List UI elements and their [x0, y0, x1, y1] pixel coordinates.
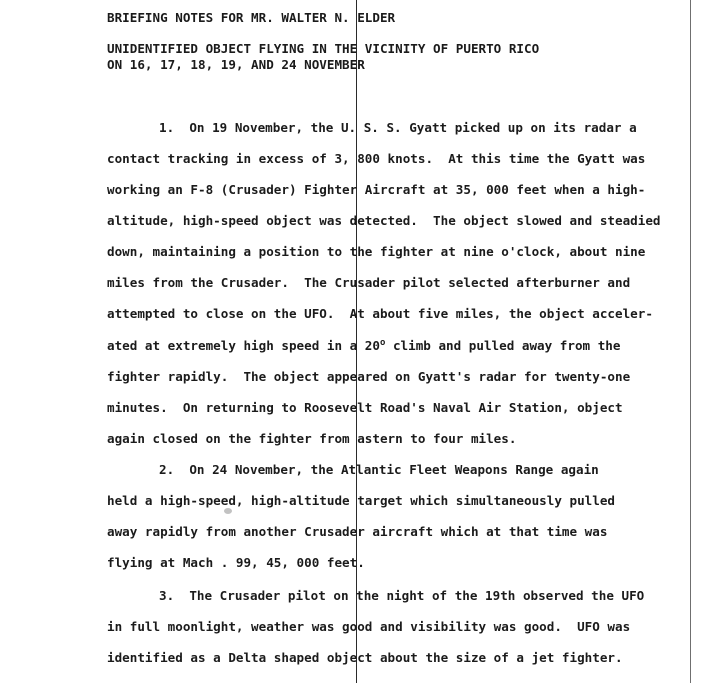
paragraph-2-line-4: flying at Mach . 99, 45, 000 feet.	[107, 555, 365, 570]
paragraph-2-line-3: away rapidly from another Crusader aircraft which at that time was	[107, 524, 608, 539]
paragraph-1-line-4: altitude, high-speed object was detected. The object slowed and steadied	[107, 213, 661, 228]
page-edge	[690, 0, 691, 683]
paragraph-1-line-3: working an F-8 (Crusader) Fighter Aircraft at 35, 000 feet when a high-	[107, 182, 646, 197]
degree-superscript: o	[379, 338, 386, 348]
paragraph-2-line-2: held a high-speed, high-altitude target which simultaneously pulled	[107, 493, 615, 508]
paragraph-3-line-1: 3. The Crusader pilot on the night of the 19th observed the UFO	[159, 588, 645, 603]
memo-subject-line-1: UNIDENTIFIED OBJECT FLYING IN THE VICINITY OF PUERTO RICO	[107, 41, 540, 56]
paragraph-3-line-2: in full moonlight, weather was good and visibility was good. UFO was	[107, 619, 631, 634]
paragraph-1-line-8	[107, 338, 620, 356]
paragraph-1-line-9: fighter rapidly. The object appeared on Gyatt's radar for twenty-one	[107, 369, 631, 384]
line-8-text: ated at extremely high speed in a 20	[107, 338, 380, 353]
line-8-tail: climb and pulled away from the	[385, 338, 621, 353]
paragraph-1-line-11: again closed on the fighter from astern to four miles.	[107, 431, 517, 446]
paragraph-1-line-6: miles from the Crusader. The Crusader pilot selected afterburner and	[107, 275, 631, 290]
paragraph-1-line-2: contact tracking in excess of 3, 800 knots. At this time the Gyatt was	[107, 151, 646, 166]
paragraph-1-line-1: 1. On 19 November, the U. S. S. Gyatt picked up on its radar a	[159, 120, 637, 135]
paragraph-1-line-10: minutes. On returning to Roosevelt Road's Naval Air Station, object	[107, 400, 623, 415]
paragraph-3-line-3: identified as a Delta shaped object about the size of a jet fighter.	[107, 650, 623, 665]
paragraph-2-line-1: 2. On 24 November, the Atlantic Fleet Weapons Range again	[159, 462, 599, 477]
paragraph-1-line-7: attempted to close on the UFO. At about five miles, the object acceler-	[107, 306, 653, 321]
memo-subject-line-2: ON 16, 17, 18, 19, AND 24 NOVEMBER	[107, 57, 365, 72]
paragraph-1-line-5: down, maintaining a position to the fighter at nine o'clock, about nine	[107, 244, 646, 259]
memo-title: BRIEFING NOTES FOR MR. WALTER N. ELDER	[107, 10, 396, 25]
